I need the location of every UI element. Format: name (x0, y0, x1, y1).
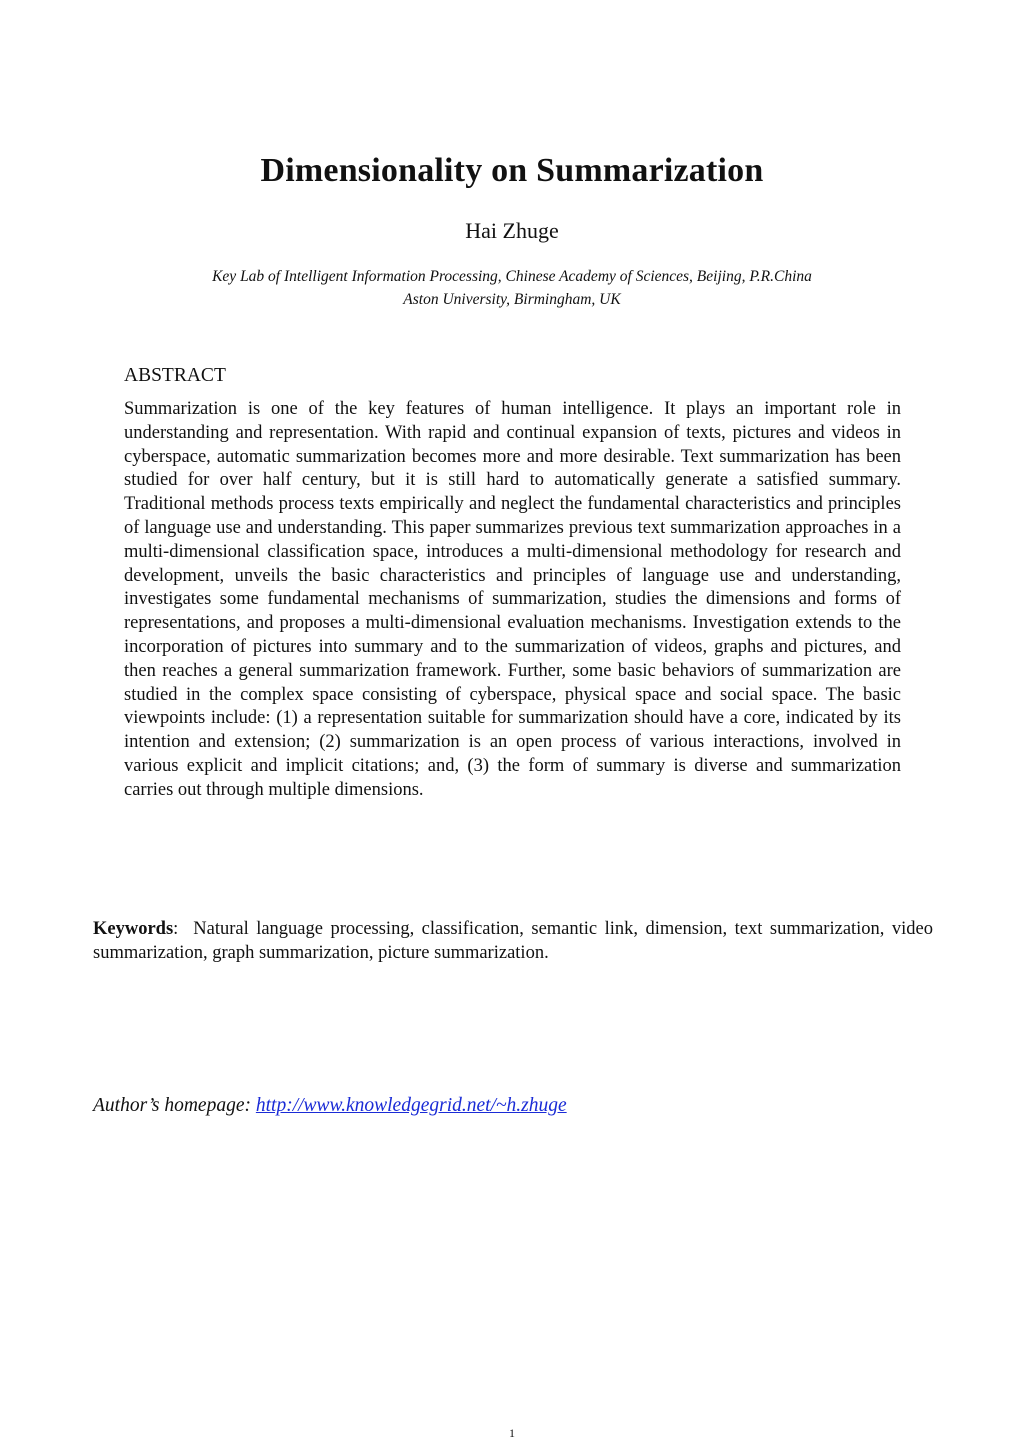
homepage-label: Author’s homepage: (93, 1095, 251, 1116)
author-name: Hai Zhuge (465, 218, 559, 243)
keywords-text: Natural language processing, classification, semantic link, dimension, text summarization, video summarization, graph summarization, picture summarization. (93, 919, 934, 963)
abstract-body: Summarization is one of the key features of human intelligence. It plays an important role in understanding and representation. With rapid and continual expansion of texts, pictures and videos in cyberspace, automatic summarization becomes more and more desirable. Text summarization has been studied for over half century, but it is still hard to automatically generate a satisfied summary. Traditional methods process texts empirically and neglect the fundamental characteristics and principles of language use and understanding. This paper summarizes previous text summarization approaches in a multi-dimensional classification space, introduces a multi-dimensional methodology for research and development, unveils the basic characteristics and principles of language use and understanding, investigates some fundamental mechanisms of summarization, studies the dimensions and forms of representations, and proposes a multi-dimensional evaluation mechanisms. Investigation extends to the incorporation of pictures into summary and to the summarization of videos, graphs and pictures, and then reaches a general summarization framework. Further, some basic behaviors of summarization are studied in the complex space consisting of cyberspace, physical space and social space. The basic viewpoints include: (1) a representation suitable for summarization should have a core, indicated by its intention and extension; (2) summarization is an open process of various interactions, involved in various explicit and implicit citations; and, (3) the form of summary is diverse and summarization carries out through multiple dimensions. (124, 399, 901, 800)
affiliation-2: Aston University, Birmingham, UK (403, 291, 621, 308)
author-homepage (93, 1095, 567, 1117)
page-number: 1 (509, 1426, 515, 1440)
affiliation-1: Key Lab of Intelligent Information Processing, Chinese Academy of Sciences, Beijing, P.R.China (212, 268, 812, 285)
homepage-link[interactable]: http://www.knowledgegrid.net/~h.zhuge (255, 1095, 567, 1116)
keywords-separator: : (173, 919, 179, 939)
abstract-heading: ABSTRACT (124, 365, 226, 386)
keywords-section (93, 918, 933, 966)
paper-title: Dimensionality on Summarization (260, 152, 764, 189)
keywords-label: Keywords (93, 919, 174, 939)
